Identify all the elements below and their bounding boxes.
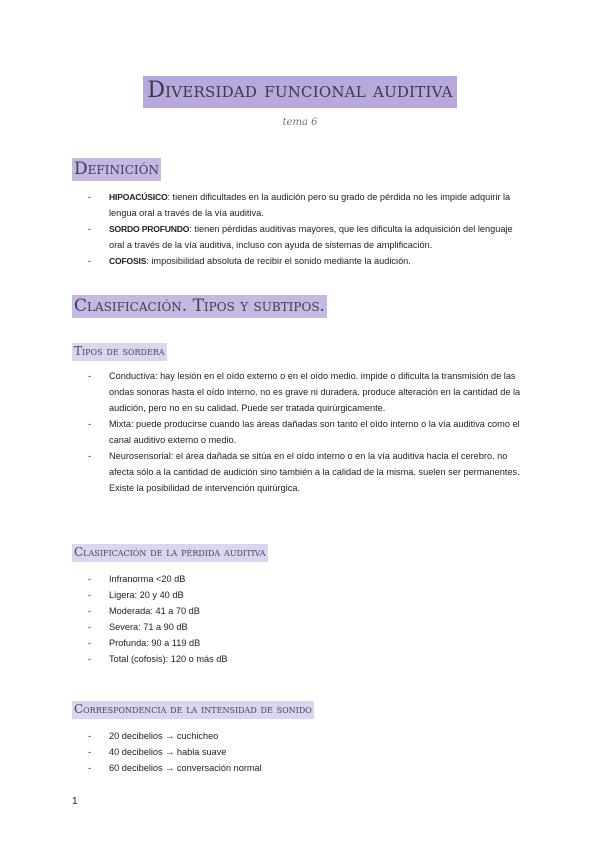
heading-clasificacion: Clasificación. Tipos y subtipos. [74, 296, 325, 316]
bullet-dash: - [88, 638, 92, 648]
list-item [88, 760, 528, 776]
list-item [88, 221, 528, 253]
heading-definicion: Definición [74, 159, 159, 179]
document-subtitle: tema 6 [282, 117, 318, 128]
list-item [88, 368, 528, 416]
list-item [88, 448, 528, 496]
bullet-dash: - [88, 371, 92, 381]
bullet-dash: - [88, 654, 92, 664]
list-item [88, 651, 528, 667]
list-item [88, 189, 528, 221]
bullet-dash: - [88, 622, 92, 632]
item-text: Neurosensorial: el área dañada se sitúa en el oído interno o en la vía auditiva hacia el cerebro. no afecta sólo a la cantidad de audición sino también a la calidad de la misma. suelen ser permanentes. Existe la posibilidad de intervención quirúrgica. [109, 451, 520, 493]
bullet-dash: - [88, 256, 92, 266]
list-item [88, 571, 528, 587]
bullet-dash: - [88, 590, 92, 600]
heading-correspondencia: Correspondencia de la intensidad de sonido [72, 701, 314, 719]
item-text: 20 decibelios → cuchicheo [109, 731, 219, 741]
list-item [88, 635, 528, 651]
list-item [88, 587, 528, 603]
item-text: Mixta: puede producirse cuando las áreas dañadas son tanto el oído interno o la vía auditiva como el canal auditivo externo o medio. [109, 419, 520, 445]
item-text: 40 decibelios → habla suave [109, 747, 227, 757]
list-perdida-auditiva [88, 571, 528, 667]
item-text: Ligera: 20 y 40 dB [109, 590, 184, 600]
list-item [88, 619, 528, 635]
list-item [88, 603, 528, 619]
item-text: Total (cofosis): 120 o más dB [109, 654, 228, 664]
term-label: SORDO PROFUNDO [109, 224, 190, 234]
list-item [88, 253, 528, 269]
bullet-dash: - [88, 192, 92, 202]
term-label: HIPOACÚSICO [109, 192, 168, 202]
item-text: Severa: 71 a 90 dB [109, 622, 188, 632]
document-title: Diversidad funcional auditiva [143, 76, 456, 108]
list-definicion [88, 189, 528, 269]
bullet-dash: - [88, 731, 92, 741]
item-text: Moderada: 41 a 70 dB [109, 606, 200, 616]
title-wrap [0, 76, 600, 108]
item-text: Infranorma <20 dB [109, 574, 186, 584]
list-item [88, 744, 528, 760]
term-text: : tienen dificultades en la audición pero su grado de pérdida no les impide adquirir la lengua oral a través de la vía auditiva. [109, 192, 511, 218]
list-item [88, 728, 528, 744]
term-label: COFOSIS [109, 256, 147, 266]
list-item [88, 416, 528, 448]
term-text: : imposibilidad absoluta de recibir el sonido mediante la audición. [146, 256, 411, 266]
bullet-dash: - [88, 574, 92, 584]
heading-tipos-sordera: Tipos de sordera [72, 343, 167, 361]
list-tipos-sordera [88, 368, 528, 496]
page-number: 1 [72, 796, 78, 807]
bullet-dash: - [88, 419, 92, 429]
item-text: 60 decibelios → conversación normal [109, 763, 262, 773]
bullet-dash: - [88, 451, 92, 461]
bullet-dash: - [88, 747, 92, 757]
heading-perdida-auditiva: Clasificación de la pérdida auditiva [72, 544, 268, 562]
item-text: Profunda: 90 a 119 dB [109, 638, 201, 648]
list-correspondencia [88, 728, 528, 776]
bullet-dash: - [88, 763, 92, 773]
term-text: : tienen pérdidas auditivas mayores, que les dificulta la adquisición del lenguaje oral a través de la vía auditiva, incluso con ayuda de sistemas de amplificación. [109, 224, 513, 250]
bullet-dash: - [88, 606, 92, 616]
item-text: Conductiva: hay lesión en el oído externo o en el oído medio. impide o dificulta la transmisión de las ondas sonoras hasta el oído interno. no es grave ni duradera. produce alteración en la cantidad de la audición, pero no en su calidad. Puede ser tratada quirúrgicamente. [109, 371, 521, 413]
bullet-dash: - [88, 224, 92, 234]
